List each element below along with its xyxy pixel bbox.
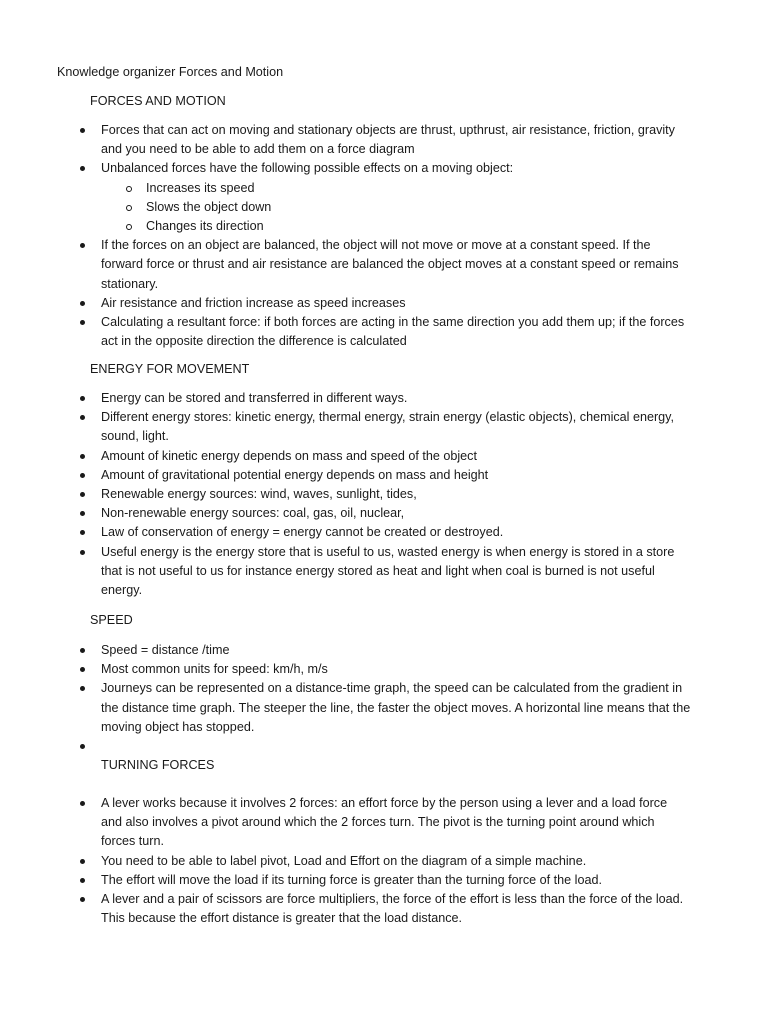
list-item: Amount of kinetic energy depends on mass and speed of the object: [101, 447, 691, 466]
bullet-icon: [80, 686, 85, 691]
list-item: A lever and a pair of scissors are force multipliers, the force of the effort is less than the force of the load. This because the effort distance is greater that the load distance.: [101, 890, 691, 928]
circle-bullet-icon: [126, 186, 132, 192]
bullet-icon: [80, 530, 85, 535]
bullet-icon: [80, 744, 85, 749]
list-item: Speed = distance /time: [101, 641, 691, 660]
sublist-item: Slows the object down: [146, 198, 691, 217]
bullet-icon: [80, 243, 85, 248]
energy-list: [101, 389, 691, 600]
bullet-icon: [80, 301, 85, 306]
bullet-icon: [80, 667, 85, 672]
list-item: Calculating a resultant force: if both forces are acting in the same direction you add them up; if the forces act in the opposite direction the difference is calculated: [101, 313, 691, 351]
list-item: Most common units for speed: km/h, m/s: [101, 660, 691, 679]
bullet-icon: [80, 128, 85, 133]
bullet-icon: [80, 897, 85, 902]
section-heading-turning: TURNING FORCES: [101, 758, 215, 772]
bullet-icon: [80, 396, 85, 401]
list-item: If the forces on an object are balanced, the object will not move or move at a constant speed. If the forward force or thrust and air resistance are balanced the object moves at a constant speed or remains stationary.: [101, 236, 691, 294]
turning-list: [101, 794, 691, 928]
section-heading-forces: FORCES AND MOTION: [90, 94, 226, 108]
sublist-item: Increases its speed: [146, 179, 691, 198]
bullet-icon: [80, 511, 85, 516]
list-item-empty: [101, 737, 691, 756]
bullet-icon: [80, 859, 85, 864]
bullet-icon: [80, 473, 85, 478]
list-item: Forces that can act on moving and stationary objects are thrust, upthrust, air resistance, friction, gravity and you need to be able to add them on a force diagram: [101, 121, 691, 159]
document-title: Knowledge organizer Forces and Motion: [57, 65, 284, 79]
effects-sublist: [101, 179, 691, 237]
forces-list: [101, 121, 691, 351]
list-item: You need to be able to label pivot, Load and Effort on the diagram of a simple machine.: [101, 852, 691, 871]
bullet-icon: [80, 878, 85, 883]
bullet-icon: [80, 320, 85, 325]
bullet-icon: [80, 648, 85, 653]
bullet-icon: [80, 550, 85, 555]
list-item: Useful energy is the energy store that is useful to us, wasted energy is when energy is stored in a store that is not useful to us for instance energy stored as heat and light when coal is burned is not useful energy.: [101, 543, 691, 601]
list-item: Non-renewable energy sources: coal, gas, oil, nuclear,: [101, 504, 691, 523]
section-heading-speed: SPEED: [90, 613, 133, 627]
bullet-icon: [80, 801, 85, 806]
list-item: Journeys can be represented on a distance-time graph, the speed can be calculated from the gradient in the distance time graph. The steeper the line, the faster the object moves. A horizontal line means that the moving object has stopped.: [101, 679, 691, 737]
list-item: The effort will move the load if its turning force is greater than the turning force of the load.: [101, 871, 691, 890]
list-item: A lever works because it involves 2 forces: an effort force by the person using a lever and a load force and also involves a pivot around which the 2 forces turn. The pivot is the turning point around which forces turn.: [101, 794, 691, 852]
sublist-item: Changes its direction: [146, 217, 691, 236]
bullet-icon: [80, 492, 85, 497]
list-item: Law of conservation of energy = energy cannot be created or destroyed.: [101, 523, 691, 542]
list-item: Different energy stores: kinetic energy, thermal energy, strain energy (elastic objects), chemical energy, sound, light.: [101, 408, 691, 446]
circle-bullet-icon: [126, 224, 132, 230]
bullet-icon: [80, 166, 85, 171]
bullet-icon: [80, 454, 85, 459]
speed-list: [101, 641, 691, 756]
section-heading-energy: ENERGY FOR MOVEMENT: [90, 362, 250, 376]
list-item: Renewable energy sources: wind, waves, sunlight, tides,: [101, 485, 691, 504]
circle-bullet-icon: [126, 205, 132, 211]
list-item: Energy can be stored and transferred in different ways.: [101, 389, 691, 408]
list-item: Air resistance and friction increase as speed increases: [101, 294, 691, 313]
list-item: Amount of gravitational potential energy depends on mass and height: [101, 466, 691, 485]
bullet-icon: [80, 415, 85, 420]
list-item: Unbalanced forces have the following possible effects on a moving object: Increases its speed Slows the object down Changes its direction: [101, 159, 691, 236]
